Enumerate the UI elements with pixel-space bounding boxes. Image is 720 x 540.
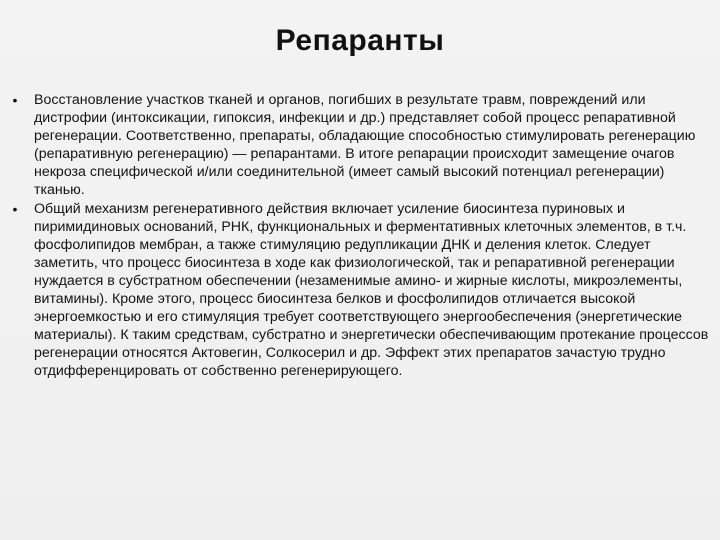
bullet-text: Восстановление участков тканей и органов, погибших в результате травм, повреждений или дистрофии (интоксикации, гипоксия, инфекции и др.) представляет собой процесс репаративной регенерации. Соответственно, препараты, обладающие способностью стимулировать регенерацию (репаративную регенерацию) — репарантами. В итоге репарации происходит замещение очагов некроза специфической и/или соединительной (имеет самый высокий потенциал регенерации) тканью. bbox=[34, 92, 696, 198]
bullet-text: Общий механизм регенеративного действия включает усиление биосинтеза пуриновых и пиримидиновых оснований, РНК, функциональных и ферментативных клеточных элементов, в т.ч. фосфолипидов мембран, а также стимуляцию редупликации ДНК и деления клеток. Следует заметить, что процесс биосинтеза в ходе как физиологической, так и репаративной регенерации нуждается в субстратном обеспечении (незаменимые амино- и жирные кислоты, микроэлементы, витамины). Кроме этого, процесс биосинтеза белков и фосфолипидов отличается высокой энергоемкостью и его стимуляция требует соответствующего энергообеспечения (энергетические материалы). К таким средствам, субстратно и энергетически обеспечивающим протекание процессов регенерации относятся Актовегин, Солкосерил и др. Эффект этих препаратов зачастую трудно отдифференцировать от собственно регенерирующего. bbox=[34, 201, 709, 379]
bullet-item-1 bbox=[8, 92, 710, 199]
bullet-item-2 bbox=[8, 201, 710, 380]
bullet-list bbox=[8, 92, 710, 383]
bullet-marker-icon: • bbox=[12, 92, 18, 108]
slide-title: Репаранты bbox=[275, 24, 445, 57]
bullet-marker-icon: • bbox=[12, 201, 18, 218]
